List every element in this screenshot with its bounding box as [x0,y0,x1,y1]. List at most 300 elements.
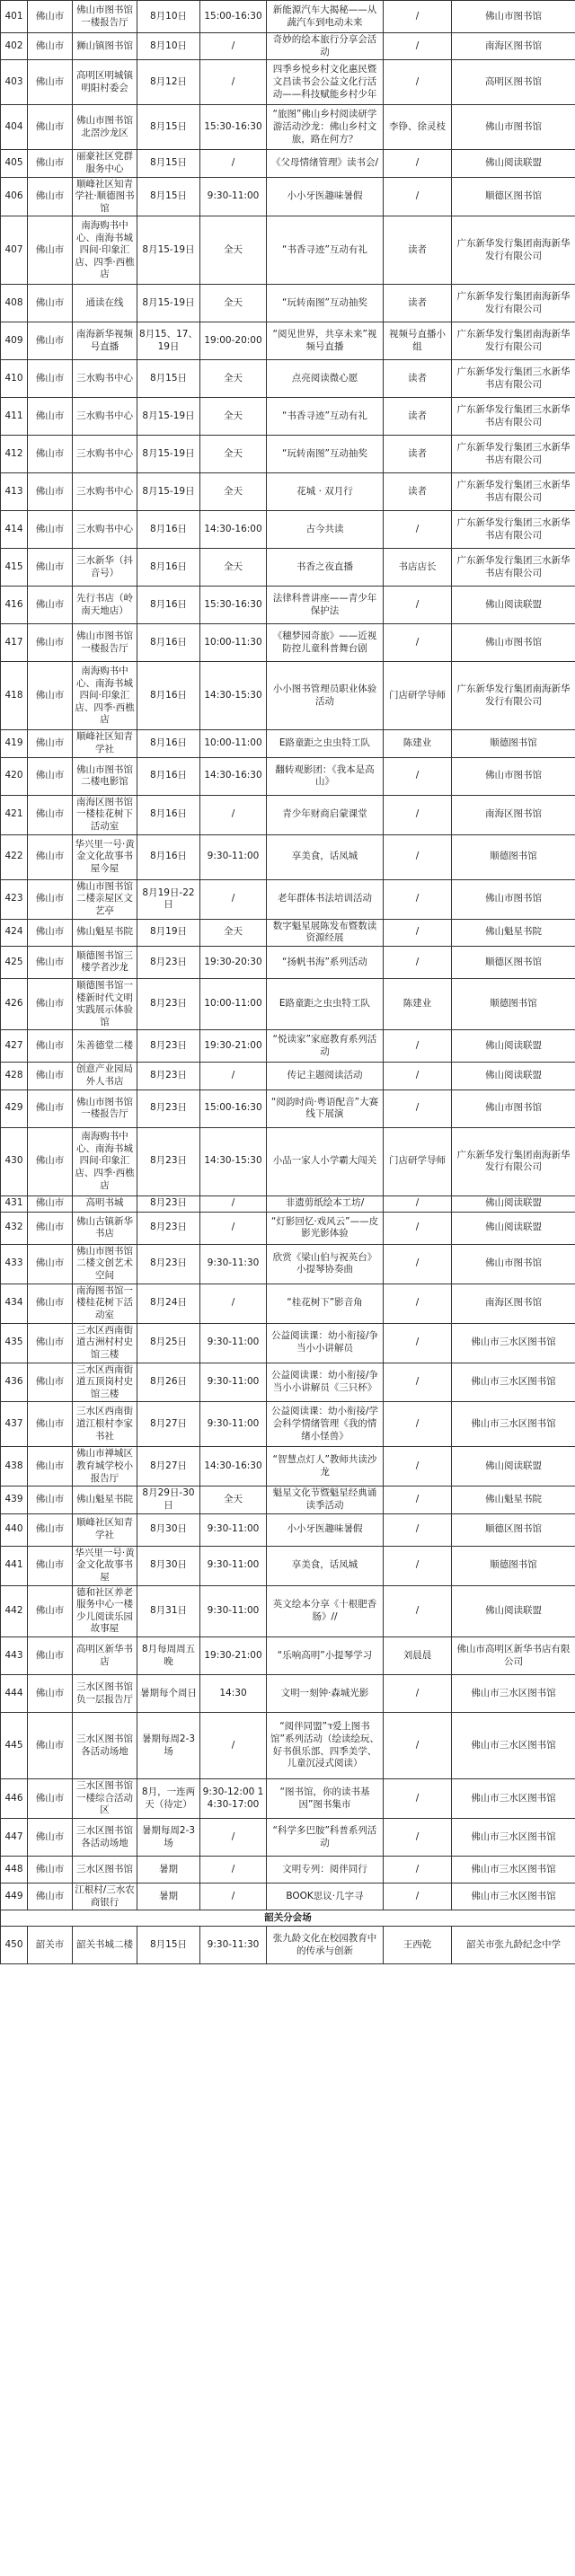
city-cell: 佛山市 [28,1857,73,1883]
table-row [1,1363,575,1402]
time-cell: 14:30-16:30 [200,1447,267,1486]
speaker-cell: / [384,1090,452,1127]
row-number: 438 [1,1447,28,1486]
time-cell: 19:00-20:00 [200,322,267,360]
venue-cell: 佛山魁星书院 [73,919,137,946]
venue-cell: 佛山古镇新华书店 [73,1212,137,1244]
event-cell: “书香寻迹”互动有礼 [267,216,384,285]
table-row [1,730,575,757]
organizer-cell: 南海区图书馆 [452,33,575,60]
row-number: 411 [1,398,28,436]
row-number: 445 [1,1713,28,1779]
speaker-cell: 陈建业 [384,730,452,757]
venue-cell: 三水新华（抖音号） [73,549,137,587]
speaker-cell: / [384,1585,452,1637]
organizer-cell: 佛山魁星书院 [452,1486,575,1513]
row-number: 409 [1,322,28,360]
date-cell: 8月26日 [137,1363,200,1402]
date-cell: 8月16日 [137,757,200,795]
speaker-cell: / [384,1447,452,1486]
speaker-cell: 门店研学导师 [384,1127,452,1195]
date-cell: 8月24日 [137,1284,200,1323]
row-number: 440 [1,1513,28,1546]
speaker-cell: 读者 [384,473,452,511]
row-number: 428 [1,1063,28,1090]
event-cell: 非遗剪纸绘本工坊/ [267,1195,384,1212]
venue-cell: 顺峰社区知青学社 [73,1513,137,1546]
venue-cell: 德和社区养老服务中心一楼少儿阅读乐园故事屋 [73,1585,137,1637]
organizer-cell: 韶关市张九龄纪念中学 [452,1927,575,1964]
date-cell: 8月23日 [137,1090,200,1127]
time-cell: 19:30-21:00 [200,1030,267,1063]
organizer-cell: 佛山市图书馆 [452,1244,575,1284]
table-row [1,105,575,150]
venue-cell: 高明书城 [73,1195,137,1212]
city-cell: 佛山市 [28,587,73,624]
table-row [1,33,575,60]
time-cell: 9:30-11:00 [200,1402,267,1447]
time-cell: 9:30-11:00 [200,1585,267,1637]
table-row [1,1323,575,1363]
event-cell: 翻转观影团：《我本是高山》 [267,757,384,795]
row-number: 427 [1,1030,28,1063]
date-cell: 8月23日 [137,1030,200,1063]
table-row [1,624,575,662]
table-row [1,360,575,398]
table-row [1,1284,575,1323]
venue-cell: 三水购书中心 [73,436,137,473]
speaker-cell: 李铮、徐灵枝 [384,105,452,150]
row-number: 410 [1,360,28,398]
speaker-cell: 陈建业 [384,978,452,1030]
time-cell: 全天 [200,360,267,398]
row-number: 416 [1,587,28,624]
time-cell: / [200,1284,267,1323]
date-cell: 8月23日 [137,1063,200,1090]
date-cell: 8月16日 [137,624,200,662]
event-cell: 公益阅读课：幼小衔接/争当小小讲解员 [267,1323,384,1363]
time-cell: / [200,1883,267,1910]
speaker-cell: 读者 [384,285,452,322]
venue-cell: 高明区新华书店 [73,1637,137,1675]
date-cell: 8月16日 [137,730,200,757]
table-row [1,1,575,33]
city-cell: 佛山市 [28,919,73,946]
date-cell: 暑期 [137,1883,200,1910]
city-cell: 佛山市 [28,730,73,757]
venue-cell: 三水区图书馆负一层报告厅 [73,1675,137,1713]
row-number: 439 [1,1486,28,1513]
event-cell: “智慧点灯人”教师共读沙龙 [267,1447,384,1486]
venue-cell: 三水购书中心 [73,511,137,549]
event-cell: 花城 · 双月行 [267,473,384,511]
table-row [1,1244,575,1284]
table-row [1,1402,575,1447]
row-number: 406 [1,177,28,216]
speaker-cell: / [384,1857,452,1883]
speaker-cell: / [384,624,452,662]
venue-cell: 三水区西南街道古洲村村史馆三楼 [73,1323,137,1363]
time-cell: 14:30-16:30 [200,757,267,795]
date-cell: 8月16日 [137,549,200,587]
venue-cell: 佛山市图书馆二楼文创艺术空间 [73,1244,137,1284]
organizer-cell: 佛山市三水区图书馆 [452,1779,575,1819]
venue-cell: 韶关书城二楼 [73,1927,137,1964]
city-cell: 佛山市 [28,398,73,436]
speaker-cell: / [384,919,452,946]
city-cell: 佛山市 [28,436,73,473]
row-number: 401 [1,1,28,33]
row-number: 408 [1,285,28,322]
organizer-cell: 佛山市三水区图书馆 [452,1323,575,1363]
row-number: 434 [1,1284,28,1323]
date-cell: 8月15-19日 [137,473,200,511]
speaker-cell: 刘晨晨 [384,1637,452,1675]
event-cell: 四季乡悦乡村文化惠民暨文昌读书会公益文化行活动——科技赋能乡村少年 [267,60,384,105]
venue-cell: 三水区图书馆各活动场地 [73,1819,137,1857]
date-cell: 8月23日 [137,1212,200,1244]
table-row [1,177,575,216]
row-number: 447 [1,1819,28,1857]
date-cell: 8月16日 [137,587,200,624]
table-row [1,1857,575,1883]
table-row [1,60,575,105]
organizer-cell: 顺德区图书馆 [452,177,575,216]
date-cell: 8月15-19日 [137,216,200,285]
organizer-cell: 佛山市图书馆 [452,624,575,662]
speaker-cell: 读者 [384,436,452,473]
time-cell: / [200,60,267,105]
section-header-row [1,1910,575,1927]
date-cell: 8月30日 [137,1513,200,1546]
table-row [1,398,575,436]
time-cell: 全天 [200,473,267,511]
time-cell: 全天 [200,549,267,587]
city-cell: 佛山市 [28,1546,73,1585]
row-number: 420 [1,757,28,795]
event-cell: “乐响高明”小提琴学习 [267,1637,384,1675]
city-cell: 佛山市 [28,1090,73,1127]
venue-cell: 朱善德堂二楼 [73,1030,137,1063]
time-cell: 9:30-11:00 [200,1323,267,1363]
time-cell: / [200,150,267,177]
event-cell: 小小图书管理员职业体验活动 [267,662,384,730]
time-cell: 14:30-16:00 [200,511,267,549]
organizer-cell: 广东新华发行集团三水新华书店有限公司 [452,549,575,587]
row-number: 441 [1,1546,28,1585]
city-cell: 佛山市 [28,285,73,322]
venue-cell: 顺峰社区知青学社 [73,730,137,757]
row-number: 432 [1,1212,28,1244]
organizer-cell: 广东新华发行集团三水新华书店有限公司 [452,473,575,511]
row-number: 443 [1,1637,28,1675]
city-cell: 佛山市 [28,1195,73,1212]
row-number: 429 [1,1090,28,1127]
venue-cell: 顺峰社区知青学社·顺德图书馆 [73,177,137,216]
city-cell: 佛山市 [28,978,73,1030]
date-cell: 8月12日 [137,60,200,105]
organizer-cell: 佛山市高明区新华书店有限公司 [452,1637,575,1675]
speaker-cell: / [384,795,452,834]
time-cell: 14:30-15:30 [200,662,267,730]
time-cell: 15:00-16:30 [200,1090,267,1127]
date-cell: 8月25日 [137,1323,200,1363]
organizer-cell: 南海区图书馆 [452,795,575,834]
organizer-cell: 广东新华发行集团南海新华发行有限公司 [452,1127,575,1195]
event-cell: 法律科普讲座——青少年保护法 [267,587,384,624]
city-cell: 佛山市 [28,549,73,587]
event-cell: 享美食，话凤城 [267,1546,384,1585]
time-cell: / [200,33,267,60]
time-cell: 15:30-16:30 [200,587,267,624]
date-cell: 8月15-19日 [137,436,200,473]
event-cell: 魁星文化节暨魁星经典诵读季活动 [267,1486,384,1513]
speaker-cell: / [384,1546,452,1585]
venue-cell: 先行书店（岭南天地店） [73,587,137,624]
date-cell: 8月27日 [137,1402,200,1447]
event-cell: 老年群体书法培训活动 [267,879,384,919]
table-row [1,1546,575,1585]
time-cell: / [200,795,267,834]
speaker-cell: / [384,60,452,105]
row-number: 404 [1,105,28,150]
date-cell: 8月30日 [137,1546,200,1585]
table-row [1,1447,575,1486]
event-cell: 公益阅读课：幼小衔接/争当小小讲解员《三只杯》 [267,1363,384,1402]
speaker-cell: / [384,150,452,177]
city-cell: 佛山市 [28,946,73,978]
speaker-cell: / [384,757,452,795]
table-row [1,1030,575,1063]
event-cell: 奇妙的绘本旅行分享会活动 [267,33,384,60]
table-row [1,834,575,879]
date-cell: 8月10日 [137,1,200,33]
time-cell: / [200,1063,267,1090]
event-cell: “书香寻迹”互动有礼 [267,398,384,436]
event-cell: “科学多巴胺”科普系列活动 [267,1819,384,1857]
city-cell: 佛山市 [28,1585,73,1637]
city-cell: 佛山市 [28,105,73,150]
row-number: 426 [1,978,28,1030]
venue-cell: 佛山市图书馆二楼亲屋区文艺亭 [73,879,137,919]
table-row [1,1486,575,1513]
city-cell: 佛山市 [28,1675,73,1713]
event-cell: “旅图”佛山乡村阅读研学游活动沙龙：佛山乡村文旅，路在何方？ [267,105,384,150]
event-cell: “桂花树下”影音角 [267,1284,384,1323]
organizer-cell: 广东新华发行集团南海新华发行有限公司 [452,662,575,730]
row-number: 405 [1,150,28,177]
speaker-cell: / [384,1212,452,1244]
section-title: 韶关分会场 [1,1910,575,1927]
table-row [1,978,575,1030]
organizer-cell: 佛山市三水区图书馆 [452,1675,575,1713]
organizer-cell: 顺德图书馆 [452,1546,575,1585]
row-number: 444 [1,1675,28,1713]
venue-cell: 通读在线 [73,285,137,322]
event-cell: “阅韵时尚·粤语配音”大赛线下展演 [267,1090,384,1127]
organizer-cell: 顺德区图书馆 [452,946,575,978]
venue-cell: 佛山市图书馆一楼报告厅 [73,1,137,33]
row-number: 414 [1,511,28,549]
speaker-cell: / [384,834,452,879]
speaker-cell: 读者 [384,216,452,285]
venue-cell: 佛山市图书馆一楼报告厅 [73,1090,137,1127]
venue-cell: 高明区明城镇明阳村委会 [73,60,137,105]
schedule-rows [1,1,575,1964]
table-row [1,1212,575,1244]
speaker-cell: / [384,1363,452,1402]
venue-cell: 丽豪社区党群服务中心 [73,150,137,177]
city-cell: 佛山市 [28,1244,73,1284]
event-cell: 《穗梦园奇旅》——近视防控儿童科普舞台剧 [267,624,384,662]
time-cell: 19:30-20:30 [200,946,267,978]
organizer-cell: 佛山阅读联盟 [452,1585,575,1637]
time-cell: 9:30-12:00 14:30-17:00 [200,1779,267,1819]
date-cell: 8月19日 [137,919,200,946]
event-cell: “灯影回忆·戏风云”——皮影光影体验 [267,1212,384,1244]
speaker-cell: 读者 [384,398,452,436]
time-cell: 9:30-11:30 [200,1927,267,1964]
event-cell: “玩转南图”互动抽奖 [267,285,384,322]
venue-cell: 南海购书中心、南海书城四间·印象汇店、四季·西樵店 [73,216,137,285]
date-cell: 8月15-19日 [137,398,200,436]
time-cell: 15:30-16:30 [200,105,267,150]
row-number: 417 [1,624,28,662]
time-cell: 全天 [200,216,267,285]
organizer-cell: 佛山阅读联盟 [452,1212,575,1244]
row-number: 448 [1,1857,28,1883]
city-cell: 佛山市 [28,662,73,730]
row-number: 415 [1,549,28,587]
venue-cell: 南海区图书馆一楼桂花树下活动室 [73,795,137,834]
organizer-cell: 佛山市图书馆 [452,879,575,919]
venue-cell: 三水区图书馆一楼综合活动区 [73,1779,137,1819]
table-row [1,549,575,587]
date-cell: 8月15日 [137,105,200,150]
event-cell: “玩转南图”互动抽奖 [267,436,384,473]
row-number: 449 [1,1883,28,1910]
speaker-cell: / [384,946,452,978]
table-row [1,1637,575,1675]
city-cell: 佛山市 [28,1363,73,1402]
table-row [1,1585,575,1637]
speaker-cell: / [384,1402,452,1447]
event-cell: 欣赏《梁山伯与祝英台》小提琴协奏曲 [267,1244,384,1284]
date-cell: 8月15日 [137,1927,200,1964]
city-cell: 佛山市 [28,1447,73,1486]
table-row [1,1090,575,1127]
venue-cell: 南海购书中心、南海书城四间·印象汇店、四季·西樵店 [73,662,137,730]
organizer-cell: 顺德图书馆 [452,978,575,1030]
row-number: 437 [1,1402,28,1447]
organizer-cell: 佛山市三水区图书馆 [452,1402,575,1447]
city-cell: 佛山市 [28,216,73,285]
table-row [1,662,575,730]
event-cell: “图书馆，你的读书基因”图书集市 [267,1779,384,1819]
table-row [1,1063,575,1090]
speaker-cell: / [384,1244,452,1284]
date-cell: 8月23日 [137,1195,200,1212]
city-cell: 佛山市 [28,757,73,795]
date-cell: 暑期每个周日 [137,1675,200,1713]
row-number: 424 [1,919,28,946]
organizer-cell: 佛山市图书馆 [452,1,575,33]
date-cell: 暑期每周2-3场 [137,1819,200,1857]
event-cell: 享美食，话凤城 [267,834,384,879]
date-cell: 8月15、17、19日 [137,322,200,360]
date-cell: 8月29日-30日 [137,1486,200,1513]
row-number: 402 [1,33,28,60]
speaker-cell: / [384,1819,452,1857]
organizer-cell: 佛山阅读联盟 [452,587,575,624]
row-number: 421 [1,795,28,834]
venue-cell: 狮山镇图书馆 [73,33,137,60]
venue-cell: 三水购书中心 [73,473,137,511]
date-cell: 8月15日 [137,150,200,177]
event-cell: 张九龄文化在校园教育中的传承与创新 [267,1927,384,1964]
row-number: 431 [1,1195,28,1212]
event-cell: E路童距之虫虫特工队 [267,730,384,757]
organizer-cell: 佛山魁星书院 [452,919,575,946]
row-number: 412 [1,436,28,473]
event-cell: “悦读家”家庭教育系列活动 [267,1030,384,1063]
venue-cell: 佛山市禅城区教育城学校小报告厅 [73,1447,137,1486]
organizer-cell: 广东新华发行集团南海新华发行有限公司 [452,322,575,360]
date-cell: 8月每周周五晚 [137,1637,200,1675]
time-cell: / [200,1212,267,1244]
organizer-cell: 佛山阅读联盟 [452,1063,575,1090]
row-number: 425 [1,946,28,978]
table-row [1,1883,575,1910]
event-cell: 英文绘本分享《十根肥香肠》// [267,1585,384,1637]
city-cell: 佛山市 [28,1284,73,1323]
organizer-cell: 南海区图书馆 [452,1284,575,1323]
time-cell: 9:30-11:00 [200,177,267,216]
speaker-cell: / [384,1883,452,1910]
date-cell: 8月23日 [137,978,200,1030]
speaker-cell: / [384,1513,452,1546]
city-cell: 佛山市 [28,322,73,360]
row-number: 403 [1,60,28,105]
organizer-cell: 佛山市图书馆 [452,757,575,795]
event-cell: 数字魁星展陈发布暨数读资源经展 [267,919,384,946]
event-cell: 青少年财商启蒙课堂 [267,795,384,834]
organizer-cell: 佛山阅读联盟 [452,1447,575,1486]
city-cell: 佛山市 [28,834,73,879]
row-number: 442 [1,1585,28,1637]
event-cell: 传记主题阅读活动 [267,1063,384,1090]
row-number: 413 [1,473,28,511]
event-cell: 古今共读 [267,511,384,549]
table-row [1,587,575,624]
organizer-cell: 佛山市图书馆 [452,1090,575,1127]
venue-cell: 三水区西南街道五顶岗村史馆三楼 [73,1363,137,1402]
date-cell: 8月10日 [137,33,200,60]
date-cell: 8月15日 [137,360,200,398]
time-cell: / [200,1713,267,1779]
city-cell: 佛山市 [28,1883,73,1910]
speaker-cell: / [384,1284,452,1323]
speaker-cell: / [384,33,452,60]
time-cell: 9:30-11:00 [200,1546,267,1585]
table-row [1,1675,575,1713]
table-row [1,1779,575,1819]
time-cell: / [200,1195,267,1212]
city-cell: 佛山市 [28,177,73,216]
venue-cell: 创意产业园局外人书店 [73,1063,137,1090]
time-cell: 全天 [200,285,267,322]
time-cell: 9:30-11:00 [200,1513,267,1546]
